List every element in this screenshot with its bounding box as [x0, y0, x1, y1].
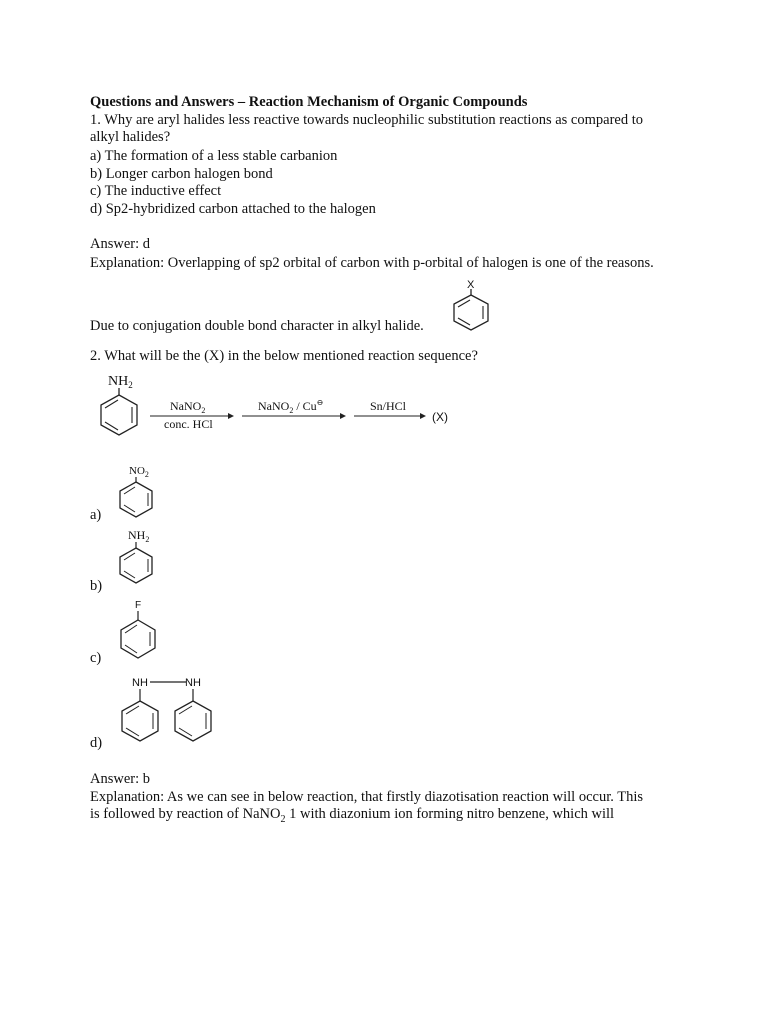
- step1-reagent: NaNO$_2$: [170, 399, 206, 415]
- aniline-group: $NH_2$: [108, 374, 133, 390]
- q1-option-d: d) Sp2-hybridized carbon attached to the halogen: [90, 201, 376, 217]
- option-b-group: $NH_2$: [128, 528, 150, 544]
- step1-condition: conc. HCl: [164, 417, 213, 431]
- option-d-structure: [112, 674, 222, 746]
- option-c-label: c): [90, 650, 102, 666]
- q1-explanation: Explanation: Overlapping of sp2 orbital of carbon with p-orbital of halogen is one of the reasons.: [90, 255, 654, 271]
- q1-option-a: a) The formation of a less stable carbanion: [90, 148, 338, 164]
- q1-option-b: b) Longer carbon halogen bond: [90, 166, 273, 182]
- product-x: (X): [432, 410, 448, 424]
- q1-answer: Answer: d: [90, 236, 151, 252]
- q1-note: Due to conjugation double bond character in alkyl halide.: [90, 318, 424, 334]
- option-b-label: b): [90, 578, 103, 594]
- page-title: Questions and Answers – Reaction Mechanism of Organic Compounds: [90, 94, 528, 110]
- halogen-label: X: [467, 279, 475, 291]
- step2-reagent: NaNO$_2$ / Cu⊖: [258, 398, 324, 415]
- option-d-label: d): [90, 735, 103, 751]
- option-d-group-left: NH: [132, 677, 148, 689]
- reaction-scheme: [90, 370, 470, 450]
- q2-explanation-line2: is followed by reaction of NaNO$_2$ 1 with diazonium ion forming nitro benzene, which will: [90, 806, 615, 825]
- option-d-group-right: NH: [185, 677, 201, 689]
- q1-option-c: c) The inductive effect: [90, 183, 222, 199]
- option-a-group: $NO_2$: [129, 465, 149, 479]
- q1-question-line1: 1. Why are aryl halides less reactive towards nucleophilic substitution reactions as compared to: [90, 112, 643, 128]
- option-c-group: F: [135, 600, 142, 611]
- q2-answer: Answer: b: [90, 771, 151, 787]
- option-b-structure: [115, 526, 165, 586]
- step3-reagent: Sn/HCl: [370, 399, 407, 413]
- option-a-label: a): [90, 507, 102, 523]
- option-a-structure: [115, 462, 165, 520]
- option-c-structure: [115, 598, 165, 660]
- q1-question-line2: alkyl halides?: [90, 129, 171, 145]
- aryl-halide-structure: [446, 277, 498, 331]
- q2-question: 2. What will be the (X) in the below mentioned reaction sequence?: [90, 348, 478, 364]
- q2-explanation-line1: Explanation: As we can see in below reaction, that firstly diazotisation reaction will occur. This: [90, 789, 643, 805]
